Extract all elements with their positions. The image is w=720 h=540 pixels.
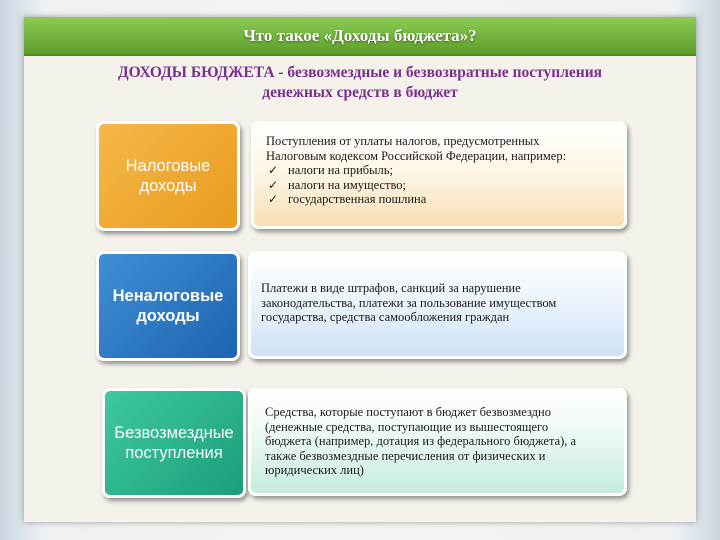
category-label: доходы <box>139 177 197 195</box>
description-line: Поступления от уплаты налогов, предусмотренных <box>266 134 540 148</box>
description-line: Налоговым кодексом Российской Федерации, например: <box>266 148 567 163</box>
tax-examples-list <box>266 163 612 207</box>
category-label: доходы <box>136 307 200 325</box>
definition-line-1: ДОХОДЫ БЮДЖЕТА - безвозмездные и безвозвратные поступления <box>117 64 603 81</box>
check-icon: ✓ <box>268 177 279 192</box>
description-line: (денежные средства, поступающие из вышестоящего <box>265 419 549 434</box>
description-line: юридических лиц) <box>265 463 364 477</box>
description-line: также безвозмездные перечисления от физических и <box>265 448 546 463</box>
description-line: государства, средства самообложения граждан <box>261 310 510 324</box>
category-label: Налоговые <box>125 157 211 175</box>
list-item: ✓ налоги на имущество; <box>268 177 407 192</box>
description-box-gratuitous <box>248 388 627 496</box>
list-item: ✓ государственная пошлина <box>268 192 427 206</box>
category-box-tax <box>96 121 240 231</box>
category-label: Неналоговые <box>112 287 224 305</box>
description-box-nontax <box>248 251 627 359</box>
definition-heading <box>24 63 696 103</box>
slide <box>24 17 696 522</box>
category-box-gratuitous <box>102 388 246 498</box>
category-box-nontax <box>96 251 240 361</box>
description-line: бюджета (например, дотация из федерального бюджета), а <box>265 434 577 448</box>
check-icon: ✓ <box>268 192 279 206</box>
definition-line-2: денежных средств в бюджет <box>262 84 458 101</box>
slide-title: Что такое «Доходы бюджета»? <box>243 26 477 45</box>
list-item: ✓ налоги на прибыль; <box>268 163 393 177</box>
description-line: Платежи в виде штрафов, санкций за нарушение <box>261 281 521 295</box>
description-box-tax <box>251 121 627 229</box>
category-label: поступления <box>125 444 223 462</box>
description-line: Средства, которые поступают в бюджет безвозмездно <box>265 405 551 419</box>
check-icon: ✓ <box>268 163 279 177</box>
category-label: Безвозмездные <box>114 424 234 442</box>
description-line: законодательства, платежи за пользование имуществом <box>261 295 557 310</box>
title-bar <box>24 17 696 56</box>
